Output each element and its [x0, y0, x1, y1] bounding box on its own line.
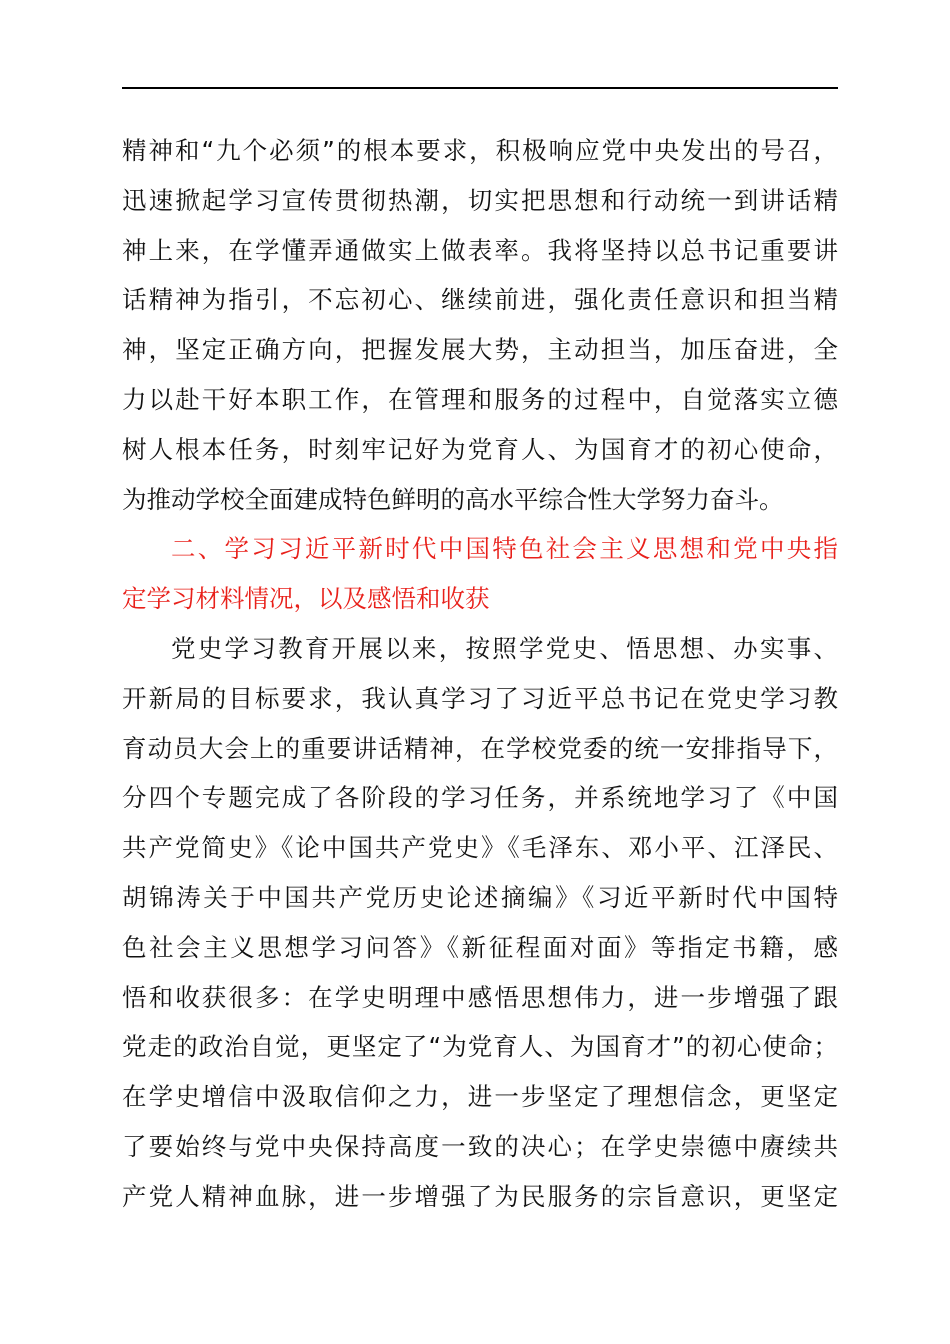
text-line: 为推动学校全面建成特色鲜明的高水平综合性大学努力奋斗。	[122, 484, 784, 514]
text-line: 精神和“九个必须”的根本要求，积极响应党中央发出的号召，	[122, 136, 838, 165]
text-line: 分四个专题完成了各阶段的学习任务，并系统地学习了《中国	[122, 783, 838, 813]
heading-line: 二、学习习近平新时代中国特色社会主义思想和党中央指	[171, 534, 838, 564]
text-line: 神上来，在学懂弄通做实上做表率。我将坚持以总书记重要讲	[122, 235, 838, 265]
header-rule	[122, 87, 838, 89]
text-line: 迅速掀起学习宣传贯彻热潮，切实把思想和行动统一到讲话精	[122, 185, 838, 215]
section-heading	[122, 524, 838, 624]
text-line: 党走的政治自觉，更坚定了“为党育人、为国育才”的初心使命；	[122, 1032, 838, 1062]
text-line: 开新局的目标要求，我认真学习了习近平总书记在党史学习教	[122, 683, 838, 713]
text-line: 党史学习教育开展以来，按照学党史、悟思想、办实事、	[171, 633, 838, 663]
text-line: 胡锦涛关于中国共产党历史论述摘编》《习近平新时代中国特	[122, 882, 838, 912]
text-line: 悟和收获很多：在学史明理中感悟思想伟力，进一步增强了跟	[122, 982, 838, 1012]
text-line: 育动员大会上的重要讲话精神，在学校党委的统一安排指导下，	[122, 733, 838, 763]
paragraph-continuation	[122, 126, 838, 524]
text-line: 产党人精神血脉，进一步增强了为民服务的宗旨意识，更坚定	[122, 1181, 838, 1211]
text-line: 神，坚定正确方向，把握发展大势，主动担当，加压奋进，全	[122, 335, 838, 365]
body-paragraph	[122, 624, 838, 1222]
text-line: 树人根本任务，时刻牢记好为党育人、为国育才的初心使命，	[122, 434, 838, 464]
heading-line: 定学习材料情况，以及感悟和收获	[122, 584, 490, 614]
text-line: 在学史增信中汲取信仰之力，进一步坚定了理想信念，更坚定	[122, 1082, 838, 1112]
text-line: 力以赴干好本职工作，在管理和服务的过程中，自觉落实立德	[122, 384, 838, 414]
text-line: 了要始终与党中央保持高度一致的决心；在学史崇德中赓续共	[122, 1131, 838, 1161]
text-line: 色社会主义思想学习问答》《新征程面对面》等指定书籍，感	[122, 932, 838, 962]
text-line: 共产党简史》《论中国共产党史》《毛泽东、邓小平、江泽民、	[122, 833, 838, 863]
document-body	[122, 126, 838, 1222]
text-line: 话精神为指引，不忘初心、继续前进，强化责任意识和担当精	[122, 285, 838, 315]
